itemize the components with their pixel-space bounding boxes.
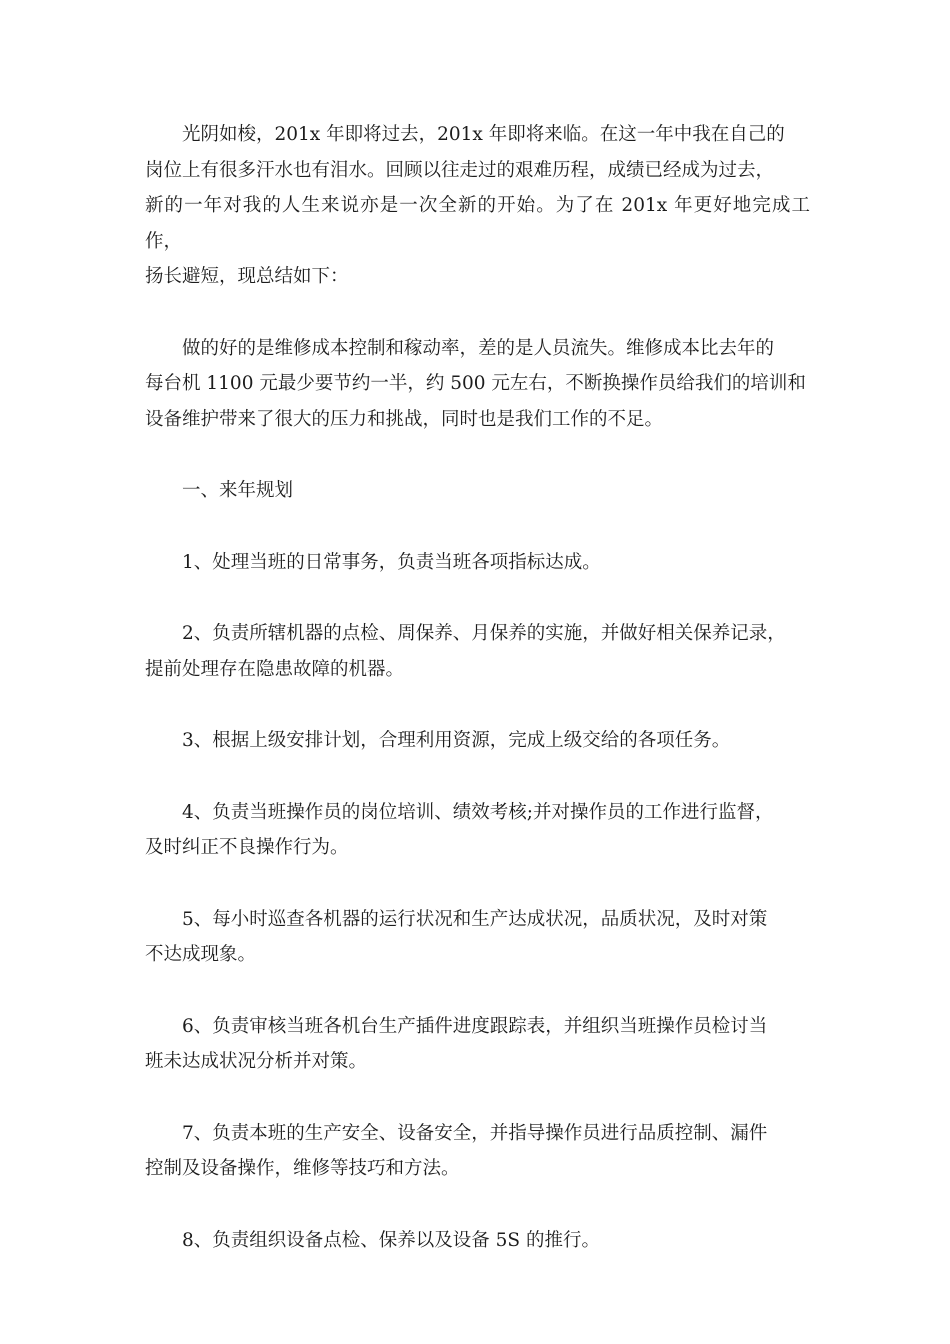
paragraph-spacer	[145, 866, 810, 902]
plan-item-4: 4、负责当班操作员的岗位培训、绩效考核;并对操作员的工作进行监督， 及时纠正不良操作行为。	[145, 801, 774, 858]
paragraph-spacer	[145, 973, 810, 1009]
document-body	[145, 117, 810, 1258]
paragraph-spacer	[145, 759, 810, 795]
plan-item-5: 5、每小时巡查各机器的运行状况和生产达成状况，品质状况，及时对策 不达成现象。	[145, 908, 768, 965]
plan-item-3: 3、根据上级安排计划，合理利用资源，完成上级交给的各项任务。	[182, 730, 731, 751]
paragraph-spacer	[145, 437, 810, 473]
plan-item-8: 8、负责组织设备点检、保养以及设备 5S 的推行。	[182, 1229, 600, 1251]
plan-item-7: 7、负责本班的生产安全、设备安全，并指导操作员进行品质控制、漏件 控制及设备操作，维修等技巧和方法。	[145, 1122, 768, 1179]
paragraph-spacer	[145, 1080, 810, 1116]
plan-item-1: 1、处理当班的日常事务，负责当班各项指标达成。	[182, 551, 601, 573]
intro-paragraph: 光阴如梭，201x 年即将过去，201x 年即将来临。在这一年中我在自己的 岗位上有很多汗水也有泪水。回顾以往走过的艰难历程，成绩已经成为过去， 新的一年对我的人生来说亦是一次全新的开始。为了在 201x 年更好地完成工作， 扬长避短，现总结如下：	[145, 124, 810, 287]
plan-item-6: 6、负责审核当班各机台生产插件进度跟踪表，并组织当班操作员检讨当 班未达成状况分析并对策。	[145, 1015, 768, 1072]
review-paragraph: 做的好的是维修成本控制和稼动率，差的是人员流失。维修成本比去年的 每台机 1100 元最少要节约一半，约 500 元左右，不断换操作员给我们的培训和 设备维护带来了很大的压力和挑战，同时也是我们工作的不足。	[145, 337, 806, 430]
section-heading: 一、来年规划	[182, 480, 294, 501]
paragraph-spacer	[145, 580, 810, 616]
paragraph-spacer	[145, 295, 810, 331]
paragraph-spacer	[145, 1187, 810, 1223]
paragraph-spacer	[145, 509, 810, 545]
plan-item-2: 2、负责所辖机器的点检、周保养、月保养的实施，并做好相关保养记录， 提前处理存在隐患故障的机器。	[145, 623, 786, 680]
paragraph-spacer	[145, 687, 810, 723]
